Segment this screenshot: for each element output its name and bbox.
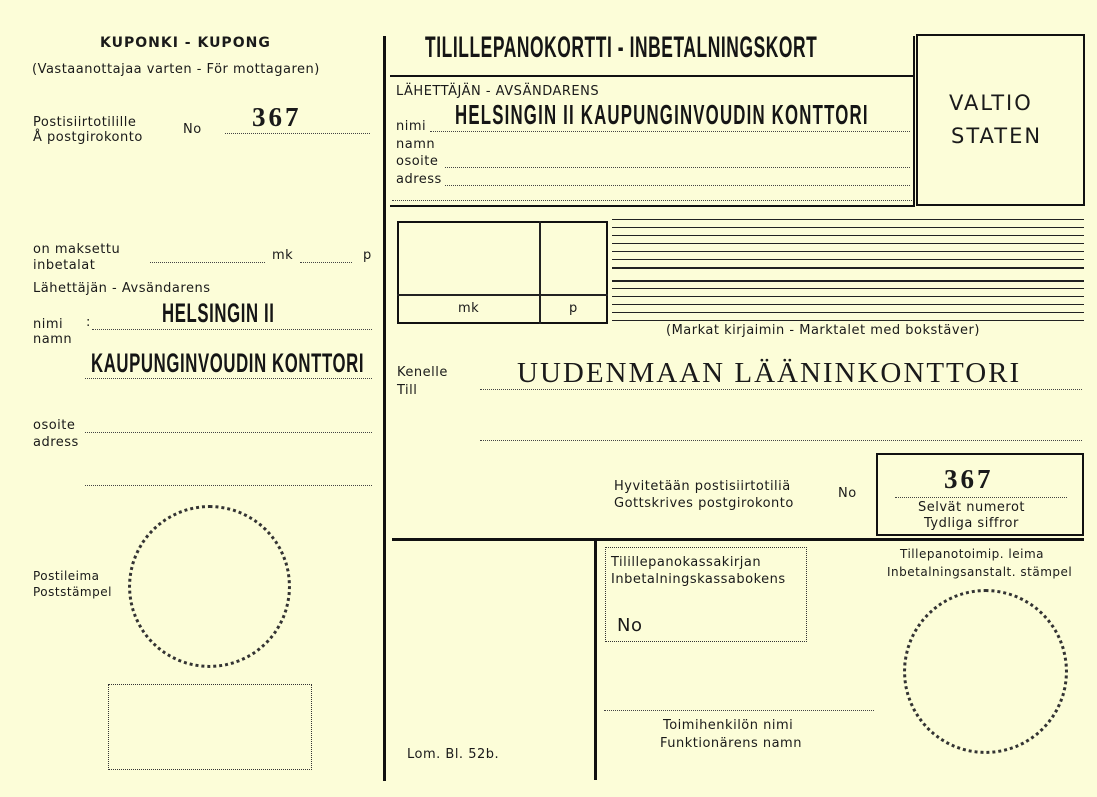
amount-words-rule	[612, 320, 1084, 321]
coupon-postmark-circle	[128, 505, 291, 668]
recipient-name-line	[480, 389, 1082, 390]
coupon-name-line1	[92, 329, 372, 330]
coupon-address-label-fi: osoite	[33, 418, 76, 433]
clear-digits-fi: Selvät numerot	[918, 500, 1026, 515]
amount-words-rule	[612, 280, 1084, 282]
recipient-state-line1: VALTIO	[949, 91, 1033, 115]
amount-words-rule	[612, 251, 1084, 252]
coupon-name-colon: :	[86, 315, 91, 330]
coupon-subtitle: (Vastaanottajaa varten - För mottagaren)	[32, 62, 320, 77]
coupon-sender-name-line2[interactable]: KAUPUNGINVOUDIN KONTTORI	[91, 348, 365, 378]
office-stamp-circle	[903, 589, 1068, 754]
coupon-address-label-sv: adress	[33, 435, 79, 450]
card-address-line3	[392, 200, 912, 201]
amount-words-rule	[612, 219, 1084, 220]
sender-top-border	[390, 75, 915, 77]
recipient-address-line	[480, 440, 1082, 441]
amount-words-rule	[612, 235, 1084, 236]
sender-right-border	[913, 36, 915, 206]
coupon-paid-label-sv: inbetalat	[33, 258, 96, 273]
amount-words-rule	[612, 227, 1084, 228]
amount-words-rule	[612, 288, 1084, 289]
office-stamp-sv: Inbetalningsanstalt. stämpel	[887, 565, 1073, 579]
credit-account-line	[895, 497, 1067, 498]
official-name-fi: Toimihenkilön nimi	[663, 718, 794, 733]
form-code: Lom. Bl. 52b.	[407, 747, 500, 762]
recipient-name[interactable]: UUDENMAAN LÄÄNINKONTTORI	[517, 357, 1022, 389]
clear-digits-sv: Tydliga siffror	[924, 516, 1019, 531]
amount-words-rule	[612, 312, 1084, 313]
card-address-label-fi: osoite	[396, 154, 439, 169]
coupon-account-line	[225, 133, 370, 134]
amount-p-label: p	[569, 301, 578, 316]
credit-label-fi: Hyvitetään postisiirtotiliä	[614, 479, 791, 494]
official-name-line	[604, 710, 874, 711]
coupon-p-label: p	[363, 248, 372, 263]
coupon-account-label-fi: Postisiirtotilille	[33, 115, 137, 130]
credit-label-sv: Gottskrives postgirokonto	[614, 496, 794, 511]
coupon-mk-line	[150, 262, 265, 263]
coupon-mk-label: mk	[272, 248, 294, 263]
coupon-sender-label: Lähettäjän - Avsändarens	[33, 281, 211, 296]
card-name-line	[430, 131, 910, 132]
card-title: TILILLEPANOKORTTI - INBETALNINGSKORT	[425, 31, 818, 64]
card-name-label-sv: namn	[396, 137, 436, 152]
amount-box-divider2	[539, 296, 541, 324]
recipient-state-line2: STATEN	[951, 124, 1043, 148]
card-sender-header: LÄHETTÄJÄN - AVSÄNDARENS	[396, 84, 600, 99]
to-label-sv: Till	[397, 383, 418, 398]
amount-words-rule	[612, 296, 1084, 297]
bottom-section-top-line	[392, 538, 1084, 541]
credit-account-number[interactable]: 367	[944, 464, 994, 494]
card-address-line2	[445, 185, 910, 186]
amount-words-rule	[612, 259, 1084, 260]
bottom-section-divider	[594, 540, 597, 780]
amount-words-rule	[612, 304, 1084, 305]
coupon-title: KUPONKI - KUPONG	[100, 35, 271, 51]
card-address-line1	[445, 167, 910, 168]
amount-words-rule	[612, 243, 1084, 244]
coupon-p-line	[300, 262, 352, 263]
cashbook-label-sv: Inbetalningskassabokens	[611, 572, 786, 587]
coupon-name-label-fi: nimi	[33, 317, 64, 332]
office-stamp-fi: Tillepanotoimip. leima	[900, 547, 1045, 561]
coupon-name-line2	[85, 378, 372, 379]
cashbook-label-fi: Tilillepanokassakirjan	[611, 555, 762, 570]
coupon-postmark-label-sv: Poststämpel	[33, 585, 112, 599]
coupon-stamp-box	[108, 684, 312, 770]
card-name-label-fi: nimi	[396, 119, 427, 134]
coupon-postmark-label-fi: Postileima	[33, 569, 100, 583]
coupon-paid-label-fi: on maksettu	[33, 242, 121, 257]
coupon-divider	[383, 36, 386, 781]
coupon-sender-name-line1[interactable]: HELSINGIN II	[162, 298, 275, 328]
official-name-sv: Funktionärens namn	[660, 736, 802, 751]
coupon-address-line2	[85, 485, 372, 486]
amount-box-baseline	[397, 294, 608, 296]
sender-bottom-border	[390, 205, 915, 207]
amount-words-rule	[612, 267, 1084, 269]
amount-mk-label: mk	[458, 301, 480, 316]
amount-words-label: (Markat kirjaimin - Marktalet med bokstäver)	[666, 323, 980, 338]
recipient-state-box	[916, 34, 1085, 206]
coupon-account-number[interactable]: 367	[252, 102, 302, 132]
coupon-address-line1	[85, 432, 372, 433]
card-sender-name[interactable]: HELSINGIN II KAUPUNGINVOUDIN KONTTORI	[455, 99, 869, 130]
coupon-no-label: No	[183, 122, 202, 137]
card-address-label-sv: adress	[396, 172, 442, 187]
cashbook-no-label: No	[617, 615, 643, 636]
coupon-name-label-sv: namn	[33, 332, 73, 347]
coupon-account-label-sv: Å postgirokonto	[33, 130, 143, 145]
credit-no-label: No	[838, 486, 857, 501]
to-label-fi: Kenelle	[397, 365, 448, 380]
